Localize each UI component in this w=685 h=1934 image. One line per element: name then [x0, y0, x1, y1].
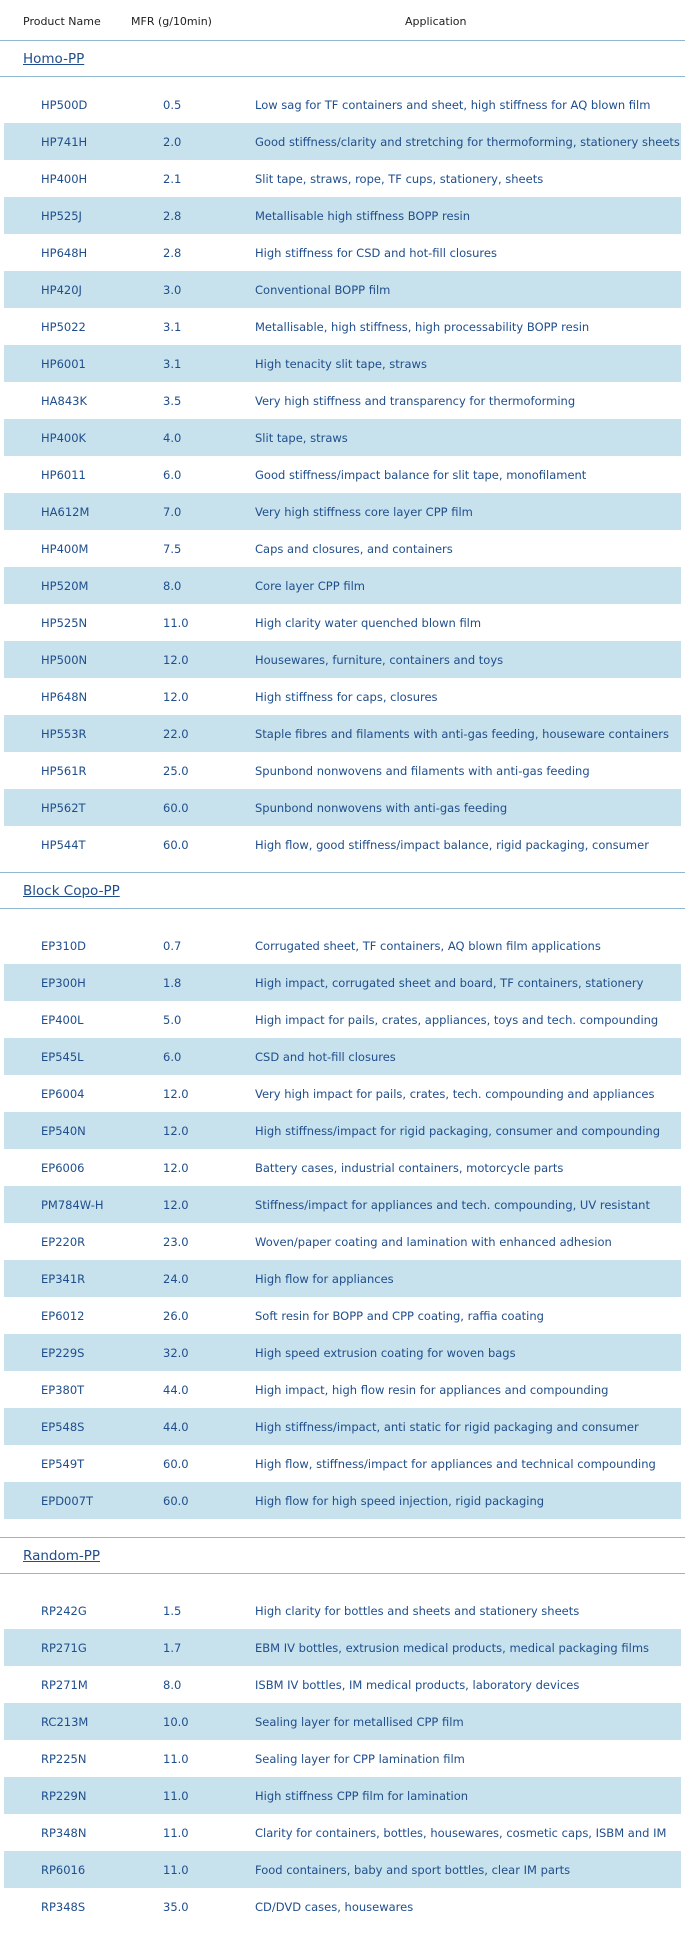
mfr-cell: 1.5: [163, 1604, 182, 1618]
application-cell: Conventional BOPP film: [255, 283, 391, 297]
mfr-cell: 11.0: [163, 1752, 189, 1766]
table-row: [4, 567, 681, 604]
mfr-cell: 12.0: [163, 690, 189, 704]
header-mfr: MFR (g/10min): [131, 15, 212, 28]
product-name-cell: HP500N: [41, 653, 88, 667]
mfr-cell: 1.8: [163, 976, 182, 990]
table-row: [4, 752, 681, 789]
table-row: [4, 1777, 681, 1814]
application-cell: Core layer CPP film: [255, 579, 365, 593]
application-cell: High flow, good stiffness/impact balance, rigid packaging, consumer: [255, 838, 649, 852]
table-row: [4, 1112, 681, 1149]
application-cell: High stiffness CPP film for lamination: [255, 1789, 469, 1803]
application-cell: High stiffness for CSD and hot-fill closures: [255, 246, 497, 260]
product-name-cell: EP548S: [41, 1420, 85, 1434]
application-cell: Caps and closures, and containers: [255, 542, 453, 556]
product-name-cell: EP310D: [41, 939, 87, 953]
product-name-cell: HP525N: [41, 616, 88, 630]
section-bottom-spacer: [0, 863, 685, 872]
product-name-cell: HP500D: [41, 98, 88, 112]
application-cell: High speed extrusion coating for woven bags: [255, 1346, 516, 1360]
section-spacer: [0, 909, 685, 927]
application-cell: Good stiffness/impact balance for slit tape, monofilament: [255, 468, 587, 482]
table-row: [4, 826, 681, 863]
table-row: [4, 1482, 681, 1519]
table-row: [4, 456, 681, 493]
table-row: [4, 271, 681, 308]
application-cell: High flow for appliances: [255, 1272, 394, 1286]
table-row: [4, 604, 681, 641]
table-row: [4, 1334, 681, 1371]
mfr-cell: 22.0: [163, 727, 189, 741]
product-name-cell: HP544T: [41, 838, 86, 852]
mfr-cell: 0.5: [163, 98, 182, 112]
mfr-cell: 3.0: [163, 283, 182, 297]
product-name-cell: HP6001: [41, 357, 86, 371]
product-name-cell: HP420J: [41, 283, 82, 297]
product-name-cell: RP271G: [41, 1641, 87, 1655]
application-cell: Staple fibres and filaments with anti-gas feeding, houseware containers: [255, 727, 669, 741]
application-cell: Metallisable high stiffness BOPP resin: [255, 209, 471, 223]
mfr-cell: 12.0: [163, 1198, 189, 1212]
product-name-cell: HP648N: [41, 690, 88, 704]
mfr-cell: 8.0: [163, 1678, 182, 1692]
mfr-cell: 5.0: [163, 1013, 182, 1027]
product-name-cell: RP225N: [41, 1752, 87, 1766]
application-cell: Very high stiffness core layer CPP film: [255, 505, 473, 519]
application-cell: Very high stiffness and transparency for thermoforming: [255, 394, 576, 408]
application-cell: Woven/paper coating and lamination with enhanced adhesion: [255, 1235, 612, 1249]
application-cell: High clarity water quenched blown film: [255, 616, 482, 630]
mfr-cell: 7.0: [163, 505, 182, 519]
mfr-cell: 2.0: [163, 135, 182, 149]
mfr-cell: 60.0: [163, 838, 189, 852]
section-title-random-pp: [0, 1538, 685, 1574]
product-name-cell: RP229N: [41, 1789, 87, 1803]
section-spacer: [0, 77, 685, 86]
table-row: [4, 1851, 681, 1888]
product-name-cell: EP545L: [41, 1050, 84, 1064]
section-bottom-spacer: [0, 1925, 685, 1934]
application-cell: High flow, stiffness/impact for appliances and technical compounding: [255, 1457, 656, 1471]
mfr-cell: 6.0: [163, 468, 182, 482]
application-cell: High impact for pails, crates, appliances, toys and tech. compounding: [255, 1013, 659, 1027]
mfr-cell: 24.0: [163, 1272, 189, 1286]
header-product-name: Product Name: [23, 15, 101, 28]
table-row: [4, 308, 681, 345]
table-row: [4, 1075, 681, 1112]
table-row: [4, 678, 681, 715]
application-cell: Low sag for TF containers and sheet, high stiffness for AQ blown film: [255, 98, 651, 112]
mfr-cell: 0.7: [163, 939, 182, 953]
mfr-cell: 12.0: [163, 1161, 189, 1175]
mfr-cell: 7.5: [163, 542, 182, 556]
table-row: [4, 234, 681, 271]
mfr-cell: 44.0: [163, 1383, 189, 1397]
application-cell: Soft resin for BOPP and CPP coating, raffia coating: [255, 1309, 544, 1323]
application-cell: High tenacity slit tape, straws: [255, 357, 427, 371]
mfr-cell: 8.0: [163, 579, 182, 593]
section-title-link[interactable]: Random-PP: [23, 1548, 101, 1564]
application-cell: High stiffness for caps, closures: [255, 690, 438, 704]
table-row: [4, 530, 681, 567]
table-row: [4, 927, 681, 964]
product-name-cell: EP6012: [41, 1309, 85, 1323]
product-name-cell: HP6011: [41, 468, 86, 482]
product-name-cell: HP561R: [41, 764, 87, 778]
mfr-cell: 12.0: [163, 1124, 189, 1138]
table-row: [4, 123, 681, 160]
product-name-cell: RP348N: [41, 1826, 87, 1840]
application-cell: Slit tape, straws, rope, TF cups, stationery, sheets: [255, 172, 544, 186]
product-name-cell: HP400K: [41, 431, 87, 445]
header-application: Application: [405, 15, 467, 28]
product-name-cell: EP300H: [41, 976, 86, 990]
table-row: [4, 1666, 681, 1703]
table-row: [4, 1629, 681, 1666]
mfr-cell: 3.5: [163, 394, 182, 408]
application-cell: Metallisable, high stiffness, high processability BOPP resin: [255, 320, 590, 334]
product-name-cell: HP562T: [41, 801, 86, 815]
table-row: [4, 1038, 681, 1075]
product-name-cell: EP6004: [41, 1087, 85, 1101]
mfr-cell: 6.0: [163, 1050, 182, 1064]
product-name-cell: HP5022: [41, 320, 86, 334]
application-cell: Sealing layer for metallised CPP film: [255, 1715, 464, 1729]
table-row: [4, 964, 681, 1001]
product-name-cell: RP348S: [41, 1900, 86, 1914]
table-row: [4, 197, 681, 234]
product-name-cell: HP400M: [41, 542, 89, 556]
application-cell: Spunbond nonwovens with anti-gas feeding: [255, 801, 508, 815]
product-name-cell: EP380T: [41, 1383, 85, 1397]
product-name-cell: HA843K: [41, 394, 88, 408]
table-row: [4, 1814, 681, 1851]
mfr-cell: 11.0: [163, 1826, 189, 1840]
product-name-cell: EP229S: [41, 1346, 85, 1360]
application-cell: Housewares, furniture, containers and toys: [255, 653, 504, 667]
product-name-cell: EP6006: [41, 1161, 85, 1175]
table-row: [4, 345, 681, 382]
application-cell: Good stiffness/clarity and stretching for thermoforming, stationery sheets: [255, 135, 680, 149]
mfr-cell: 2.1: [163, 172, 182, 186]
table-row: [4, 789, 681, 826]
mfr-cell: 60.0: [163, 801, 189, 815]
product-name-cell: HP741H: [41, 135, 88, 149]
mfr-cell: 32.0: [163, 1346, 189, 1360]
application-cell: Battery cases, industrial containers, motorcycle parts: [255, 1161, 564, 1175]
table-row: [4, 86, 681, 123]
section-title-link[interactable]: Homo-PP: [23, 51, 85, 67]
application-cell: CD/DVD cases, housewares: [255, 1900, 414, 1914]
mfr-cell: 3.1: [163, 320, 182, 334]
mfr-cell: 60.0: [163, 1494, 189, 1508]
mfr-cell: 10.0: [163, 1715, 189, 1729]
table-row: [4, 1592, 681, 1629]
table-row: [4, 382, 681, 419]
application-cell: High flow for high speed injection, rigid packaging: [255, 1494, 545, 1508]
table-row: [4, 1223, 681, 1260]
application-cell: Slit tape, straws: [255, 431, 348, 445]
table-row: [4, 1186, 681, 1223]
application-cell: High stiffness/impact, anti static for rigid packaging and consumer: [255, 1420, 639, 1434]
table-row: [4, 1703, 681, 1740]
mfr-cell: 1.7: [163, 1641, 182, 1655]
application-cell: Very high impact for pails, crates, tech. compounding and appliances: [255, 1087, 655, 1101]
product-name-cell: HP648H: [41, 246, 88, 260]
mfr-cell: 25.0: [163, 764, 189, 778]
application-cell: Spunbond nonwovens and filaments with anti-gas feeding: [255, 764, 590, 778]
mfr-cell: 44.0: [163, 1420, 189, 1434]
mfr-cell: 11.0: [163, 616, 189, 630]
application-cell: ISBM IV bottles, IM medical products, laboratory devices: [255, 1678, 580, 1692]
mfr-cell: 11.0: [163, 1863, 189, 1877]
table-row: [4, 1888, 681, 1925]
application-cell: CSD and hot-fill closures: [255, 1050, 396, 1064]
application-cell: Stiffness/impact for appliances and tech. compounding, UV resistant: [255, 1198, 650, 1212]
table-row: [4, 1408, 681, 1445]
mfr-cell: 12.0: [163, 653, 189, 667]
table-row: [4, 419, 681, 456]
product-name-cell: EP540N: [41, 1124, 86, 1138]
mfr-cell: 4.0: [163, 431, 182, 445]
table-row: [4, 1149, 681, 1186]
table-row: [4, 160, 681, 197]
product-name-cell: RP271M: [41, 1678, 88, 1692]
product-name-cell: HP400H: [41, 172, 88, 186]
table-row: [4, 493, 681, 530]
product-name-cell: RC213M: [41, 1715, 89, 1729]
application-cell: EBM IV bottles, extrusion medical products, medical packaging films: [255, 1641, 650, 1655]
product-name-cell: EP400L: [41, 1013, 84, 1027]
section-title-block-copo-pp: [0, 873, 685, 909]
mfr-cell: 12.0: [163, 1087, 189, 1101]
product-name-cell: RP6016: [41, 1863, 86, 1877]
product-name-cell: EP341R: [41, 1272, 86, 1286]
product-name-cell: EP549T: [41, 1457, 85, 1471]
product-name-cell: EP220R: [41, 1235, 86, 1249]
table-row: [4, 1740, 681, 1777]
mfr-cell: 26.0: [163, 1309, 189, 1323]
table-row: [4, 641, 681, 678]
table-row: [4, 1260, 681, 1297]
sections-container: [0, 41, 685, 1934]
mfr-cell: 2.8: [163, 246, 182, 260]
section-spacer: [0, 1574, 685, 1592]
application-cell: High impact, high flow resin for appliances and compounding: [255, 1383, 609, 1397]
mfr-cell: 11.0: [163, 1789, 189, 1803]
table-row: [4, 1445, 681, 1482]
application-cell: Corrugated sheet, TF containers, AQ blown film applications: [255, 939, 601, 953]
mfr-cell: 60.0: [163, 1457, 189, 1471]
application-cell: High stiffness/impact for rigid packaging, consumer and compounding: [255, 1124, 661, 1138]
product-name-cell: PM784W-H: [41, 1198, 104, 1212]
application-cell: Food containers, baby and sport bottles, clear IM parts: [255, 1863, 571, 1877]
product-name-cell: HA612M: [41, 505, 90, 519]
product-name-cell: HP520M: [41, 579, 89, 593]
table-header: [0, 0, 685, 41]
product-name-cell: RP242G: [41, 1604, 87, 1618]
table-row: [4, 715, 681, 752]
application-cell: High impact, corrugated sheet and board, TF containers, stationery: [255, 976, 644, 990]
application-cell: Clarity for containers, bottles, housewares, cosmetic caps, ISBM and IM: [255, 1826, 667, 1840]
mfr-cell: 23.0: [163, 1235, 189, 1249]
section-title-homo-pp: [0, 41, 685, 77]
mfr-cell: 2.8: [163, 209, 182, 223]
section-bottom-spacer: [0, 1519, 685, 1537]
mfr-cell: 35.0: [163, 1900, 189, 1914]
product-name-cell: EPD007T: [41, 1494, 94, 1508]
product-name-cell: HP525J: [41, 209, 82, 223]
section-title-link[interactable]: Block Copo-PP: [23, 883, 120, 899]
application-cell: Sealing layer for CPP lamination film: [255, 1752, 465, 1766]
product-name-cell: HP553R: [41, 727, 87, 741]
application-cell: High clarity for bottles and sheets and stationery sheets: [255, 1604, 580, 1618]
mfr-cell: 3.1: [163, 357, 182, 371]
table-row: [4, 1001, 681, 1038]
table-row: [4, 1297, 681, 1334]
table-row: [4, 1371, 681, 1408]
